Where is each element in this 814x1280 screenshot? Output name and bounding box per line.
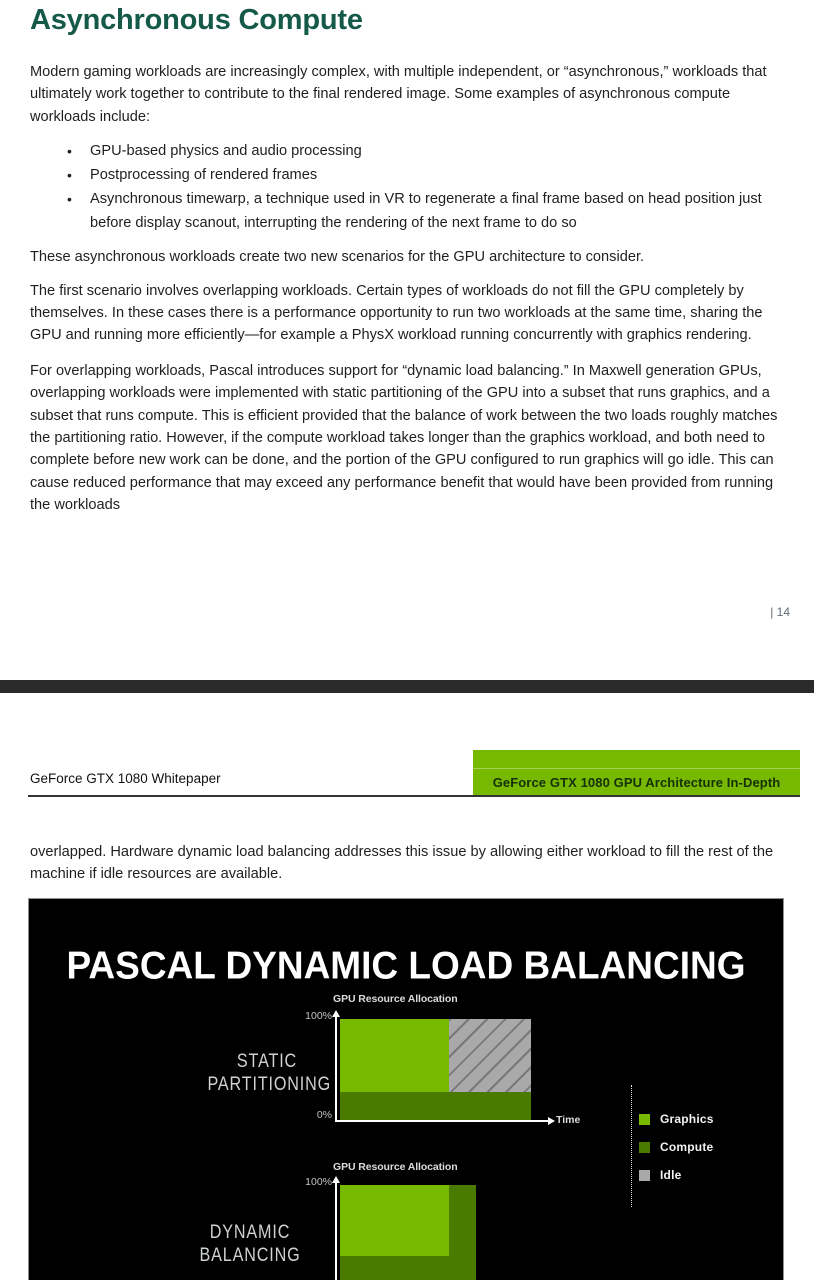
chart1-x-axis [335, 1120, 548, 1122]
chart-region-idle [449, 1019, 531, 1092]
chart1-plot-area [340, 1019, 531, 1120]
chart-region-compute [340, 1092, 531, 1120]
chart-region-compute [449, 1185, 476, 1280]
chart2-plot-area [340, 1185, 531, 1280]
chart2-y-axis [335, 1182, 337, 1280]
chart-region-graphics [340, 1019, 449, 1092]
bullet-item: • Asynchronous timewarp, a technique used in VR to regenerate a final frame based on head position just before display scanout, interrupting the rendering of the next frame to do so [65, 187, 792, 235]
header-rule [28, 795, 800, 797]
section-title: Asynchronous Compute [30, 4, 363, 36]
chart1-y-axis-title: GPU Resource Allocation [333, 993, 458, 1005]
chart1-label: STATIC PARTITIONING [207, 1051, 332, 1095]
compute-swatch-icon [639, 1142, 650, 1153]
chart1-x-axis-label: Time [556, 1114, 581, 1126]
legend-label: Compute [660, 1140, 714, 1154]
chart1-tick-100: 100% [305, 1010, 332, 1022]
chart2-label: DYNAMIC BALANCING [199, 1222, 301, 1266]
header-document-title: GeForce GTX 1080 Whitepaper [30, 771, 221, 786]
page-1 [0, 0, 814, 517]
legend-item-idle [639, 1168, 681, 1182]
bullet-item: • GPU-based physics and audio processing [65, 139, 792, 163]
chart1-y-axis [335, 1016, 337, 1122]
header-section-label: GeForce GTX 1080 GPU Architecture In-Depth [492, 775, 781, 790]
legend-label: Graphics [660, 1112, 714, 1126]
chart-region-compute [340, 1256, 449, 1280]
chart2-y-axis-title: GPU Resource Allocation [333, 1161, 458, 1173]
paragraph: overlapped. Hardware dynamic load balancing addresses this issue by allowing either workload to fill the rest of the machine if idle resources are available. [30, 844, 774, 883]
legend-item-graphics [639, 1112, 714, 1126]
bullet-item: • Postprocessing of rendered frames [65, 163, 792, 187]
figure-pascal-dynamic-load-balancing [28, 898, 784, 1280]
figure-title: PASCAL DYNAMIC LOAD BALANCING [66, 943, 746, 987]
bullet-list [30, 139, 792, 235]
paragraph: Modern gaming workloads are increasingly complex, with multiple independent, or “asynchronous,” workloads that ultimately work together to contribute to the final rendered image. Some examples of asynchronous compute workloads include: [30, 64, 767, 125]
chart2-tick-100: 100% [305, 1176, 332, 1188]
chart1-tick-0: 0% [316, 1109, 332, 1121]
legend-divider [631, 1085, 632, 1207]
chart-region-graphics [340, 1185, 449, 1256]
paragraph: The first scenario involves overlapping workloads. Certain types of workloads do not fill the GPU completely by themselves. In these cases there is a performance opportunity to run two workloads at the same time, sharing the GPU and running more efficiently—for example a PhysX workload running concurrently with graphics rendering. [30, 282, 763, 344]
paragraph: For overlapping workloads, Pascal introduces support for “dynamic load balancing.” In Maxwell generation GPUs, overlapping workloads were implemented with static partitioning of the GPU into a subset that runs graphics, and a subset that runs compute. This is efficient provided that the balance of work between the two loads roughly matches the partitioning ratio. However, if the compute workload takes longer than the graphics workload, and both need to complete before new work can be done, and the portion of the GPU configured to run graphics will go idle. This can cause reduced performance that may exceed any performance benefit that would have been provided from running the workloads [30, 362, 778, 514]
idle-swatch-icon [639, 1170, 650, 1181]
graphics-swatch-icon [639, 1114, 650, 1125]
legend-item-compute [639, 1140, 713, 1154]
page-separator-bar [0, 680, 814, 693]
page-number: | 14 [770, 605, 790, 619]
legend-label: Idle [660, 1168, 682, 1182]
paragraph: These asynchronous workloads create two new scenarios for the GPU architecture to consider. [30, 249, 645, 266]
header-section-badge [473, 750, 800, 795]
